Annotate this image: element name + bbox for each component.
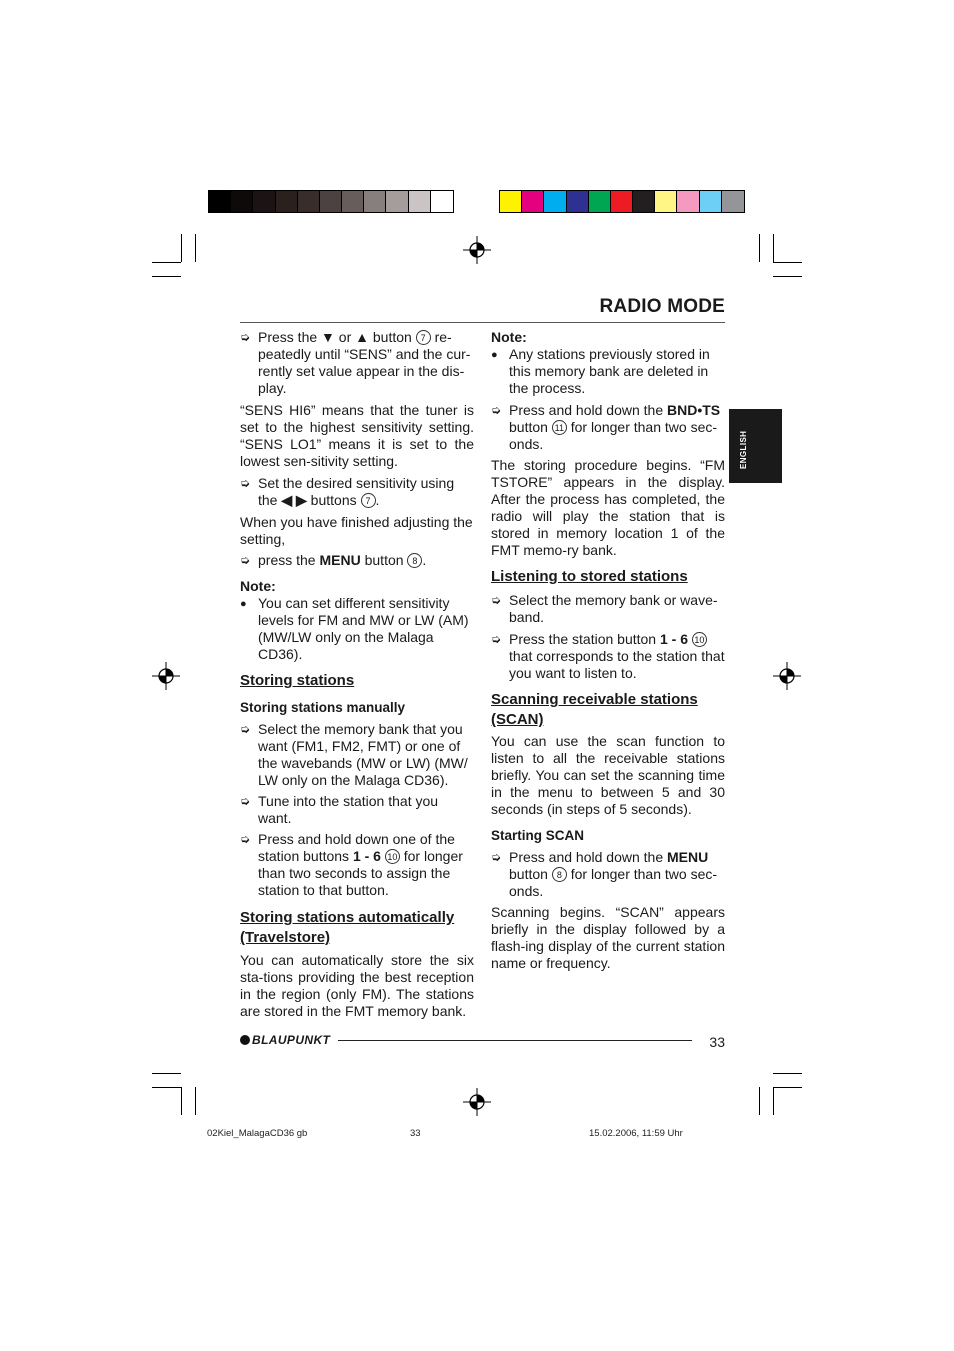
up-arrow-icon: ▲ [355, 329, 369, 345]
arrow-step-icon: ➭ [491, 403, 502, 417]
slug-date: 15.02.2006, 11:59 Uhr [589, 1128, 683, 1139]
color-swatch [276, 191, 298, 212]
button-number-badge: 11 [552, 420, 567, 435]
footer-divider [338, 1040, 692, 1041]
color-swatch [500, 191, 522, 212]
slug-filename: 02Kiel_MalagaCD36 gb [207, 1128, 308, 1139]
step-select-bank: ➭ Select the memory bank that you want (FM1, FM2, FMT) or one of the wavebands (MW or LW) (MW/ LW only on the Malaga CD36). [240, 721, 468, 788]
note-label: Note: [240, 578, 276, 594]
button-number-badge: 8 [552, 867, 567, 882]
button-number-badge: 8 [407, 553, 422, 568]
color-swatch [589, 191, 611, 212]
color-swatch [364, 191, 386, 212]
note-label: Note: [491, 329, 527, 345]
travelstore-text: You can automatically store the six sta-tions providing the best reception in the region (only FM). The stations are stored in the FMT memory bank. [240, 952, 474, 1019]
color-swatch [567, 191, 589, 212]
arrow-step-icon: ➭ [240, 794, 251, 808]
arrow-step-icon: ➭ [240, 330, 251, 344]
color-swatch [386, 191, 408, 212]
section-heading-scan: Scanning receivable stations (SCAN) [491, 691, 698, 728]
section-heading-storing: Storing stations [240, 672, 355, 689]
bullet-icon: ● [491, 349, 498, 361]
button-number-badge: 10 [692, 632, 707, 647]
storing-procedure-text: The storing procedure begins. “FM TSTORE” appears in the display. After the process has completed, the radio will play the station that is stored in memory location 1 of the FMT memo-ry bank. [491, 457, 725, 558]
page-number: 33 [709, 1034, 725, 1050]
color-swatch [633, 191, 655, 212]
scan-begins-text: Scanning begins. “SCAN” appears briefly in the display followed by a flash-ing display of the current station name or frequency. [491, 904, 725, 971]
language-tab [729, 409, 782, 483]
color-swatch [209, 191, 231, 212]
brand-dot-icon [240, 1035, 250, 1045]
brand-logo: BLAUPUNKT [240, 1033, 330, 1047]
button-number-badge: 10 [385, 849, 400, 864]
registration-mark-icon [773, 662, 801, 690]
color-swatch [677, 191, 699, 212]
slug-page: 33 [410, 1128, 421, 1139]
section-heading-listening: Listening to stored stations [491, 568, 688, 585]
step-press-menu: ➭ press the MENU button 8 . [240, 552, 427, 568]
color-swatch [522, 191, 544, 212]
arrow-step-icon: ➭ [491, 593, 502, 607]
title-divider [240, 322, 725, 323]
step-hold-bndts: ➭ Press and hold down the BND•TS button 11 for longer than two sec-onds. [491, 402, 721, 452]
color-swatch [320, 191, 342, 212]
step-hold-menu: ➭ Press and hold down the MENU button 8 for longer than two sec-onds. [491, 849, 718, 899]
color-swatch [700, 191, 722, 212]
scan-intro-text: You can use the scan function to listen to all the receivable stations briefly. You can set the scanning time in the menu to between 5 and 30 seconds (in steps of 5 seconds). [491, 733, 725, 817]
color-swatch [655, 191, 677, 212]
arrow-step-icon: ➭ [240, 476, 251, 490]
step-select-bank-band: ➭ Select the memory bank or wave-band. [491, 592, 718, 625]
arrow-step-icon: ➭ [240, 553, 251, 567]
grayscale-color-bar [208, 190, 454, 213]
page-title: RADIO MODE [599, 296, 725, 317]
sens-explanation: “SENS HI6” means that the tuner is set to the highest sensitivity setting. “SENS LO1” means it is set to the lowest sen-sitivity setting. [240, 402, 474, 469]
button-number-badge: 7 [416, 330, 431, 345]
down-arrow-icon: ▼ [321, 329, 335, 345]
subheading-starting-scan: Starting SCAN [491, 828, 585, 843]
step-tune-station: ➭ Tune into the station that you want. [240, 793, 439, 826]
arrow-step-icon: ➭ [491, 632, 502, 646]
left-right-arrows-icon: ◀ ▶ [281, 492, 307, 508]
color-swatch [342, 191, 364, 212]
color-swatch [253, 191, 275, 212]
note-item: ● You can set different sensitivity levels for FM and MW or LW (AM) (MW/LW only on the Malaga CD36). [240, 595, 469, 662]
registration-mark-icon [463, 236, 491, 264]
finished-adjusting-text: When you have finished adjusting the setting, [240, 514, 473, 547]
right-column [491, 329, 725, 972]
process-color-bar [499, 190, 745, 213]
step-press-arrow-buttons: ➭ Press the ▼ or ▲ button 7 re-peatedly until “SENS” and the cur-rently set value appear in the dis-play. [240, 329, 471, 396]
color-swatch [431, 191, 453, 212]
color-swatch [231, 191, 253, 212]
arrow-step-icon: ➭ [240, 722, 251, 736]
section-heading-travelstore: Storing stations automatically (Travelstore) [240, 909, 455, 946]
color-swatch [409, 191, 431, 212]
language-tab-label: ENGLISH [739, 430, 748, 469]
color-swatch [298, 191, 320, 212]
color-swatch [544, 191, 566, 212]
arrow-step-icon: ➭ [240, 832, 251, 846]
step-set-sensitivity: ➭ Set the desired sensitivity using the ◀ ▶ buttons 7 . [240, 475, 455, 508]
color-swatch [611, 191, 633, 212]
step-hold-station-button: ➭ Press and hold down one of the station buttons 1 - 6 10 for longer than two seconds to assign the station to that button. [240, 831, 463, 898]
step-press-station-button: ➭ Press the station button 1 - 6 10 that corresponds to the station that you want to listen to. [491, 631, 725, 681]
bullet-icon: ● [240, 598, 247, 610]
subheading-manual: Storing stations manually [240, 700, 406, 715]
arrow-step-icon: ➭ [491, 850, 502, 864]
color-swatch [722, 191, 744, 212]
button-number-badge: 7 [361, 493, 376, 508]
left-column [240, 329, 474, 1020]
registration-mark-icon [152, 662, 180, 690]
note-item: ● Any stations previously stored in this memory bank are deleted in the process. [491, 346, 710, 396]
registration-mark-icon [463, 1088, 491, 1116]
